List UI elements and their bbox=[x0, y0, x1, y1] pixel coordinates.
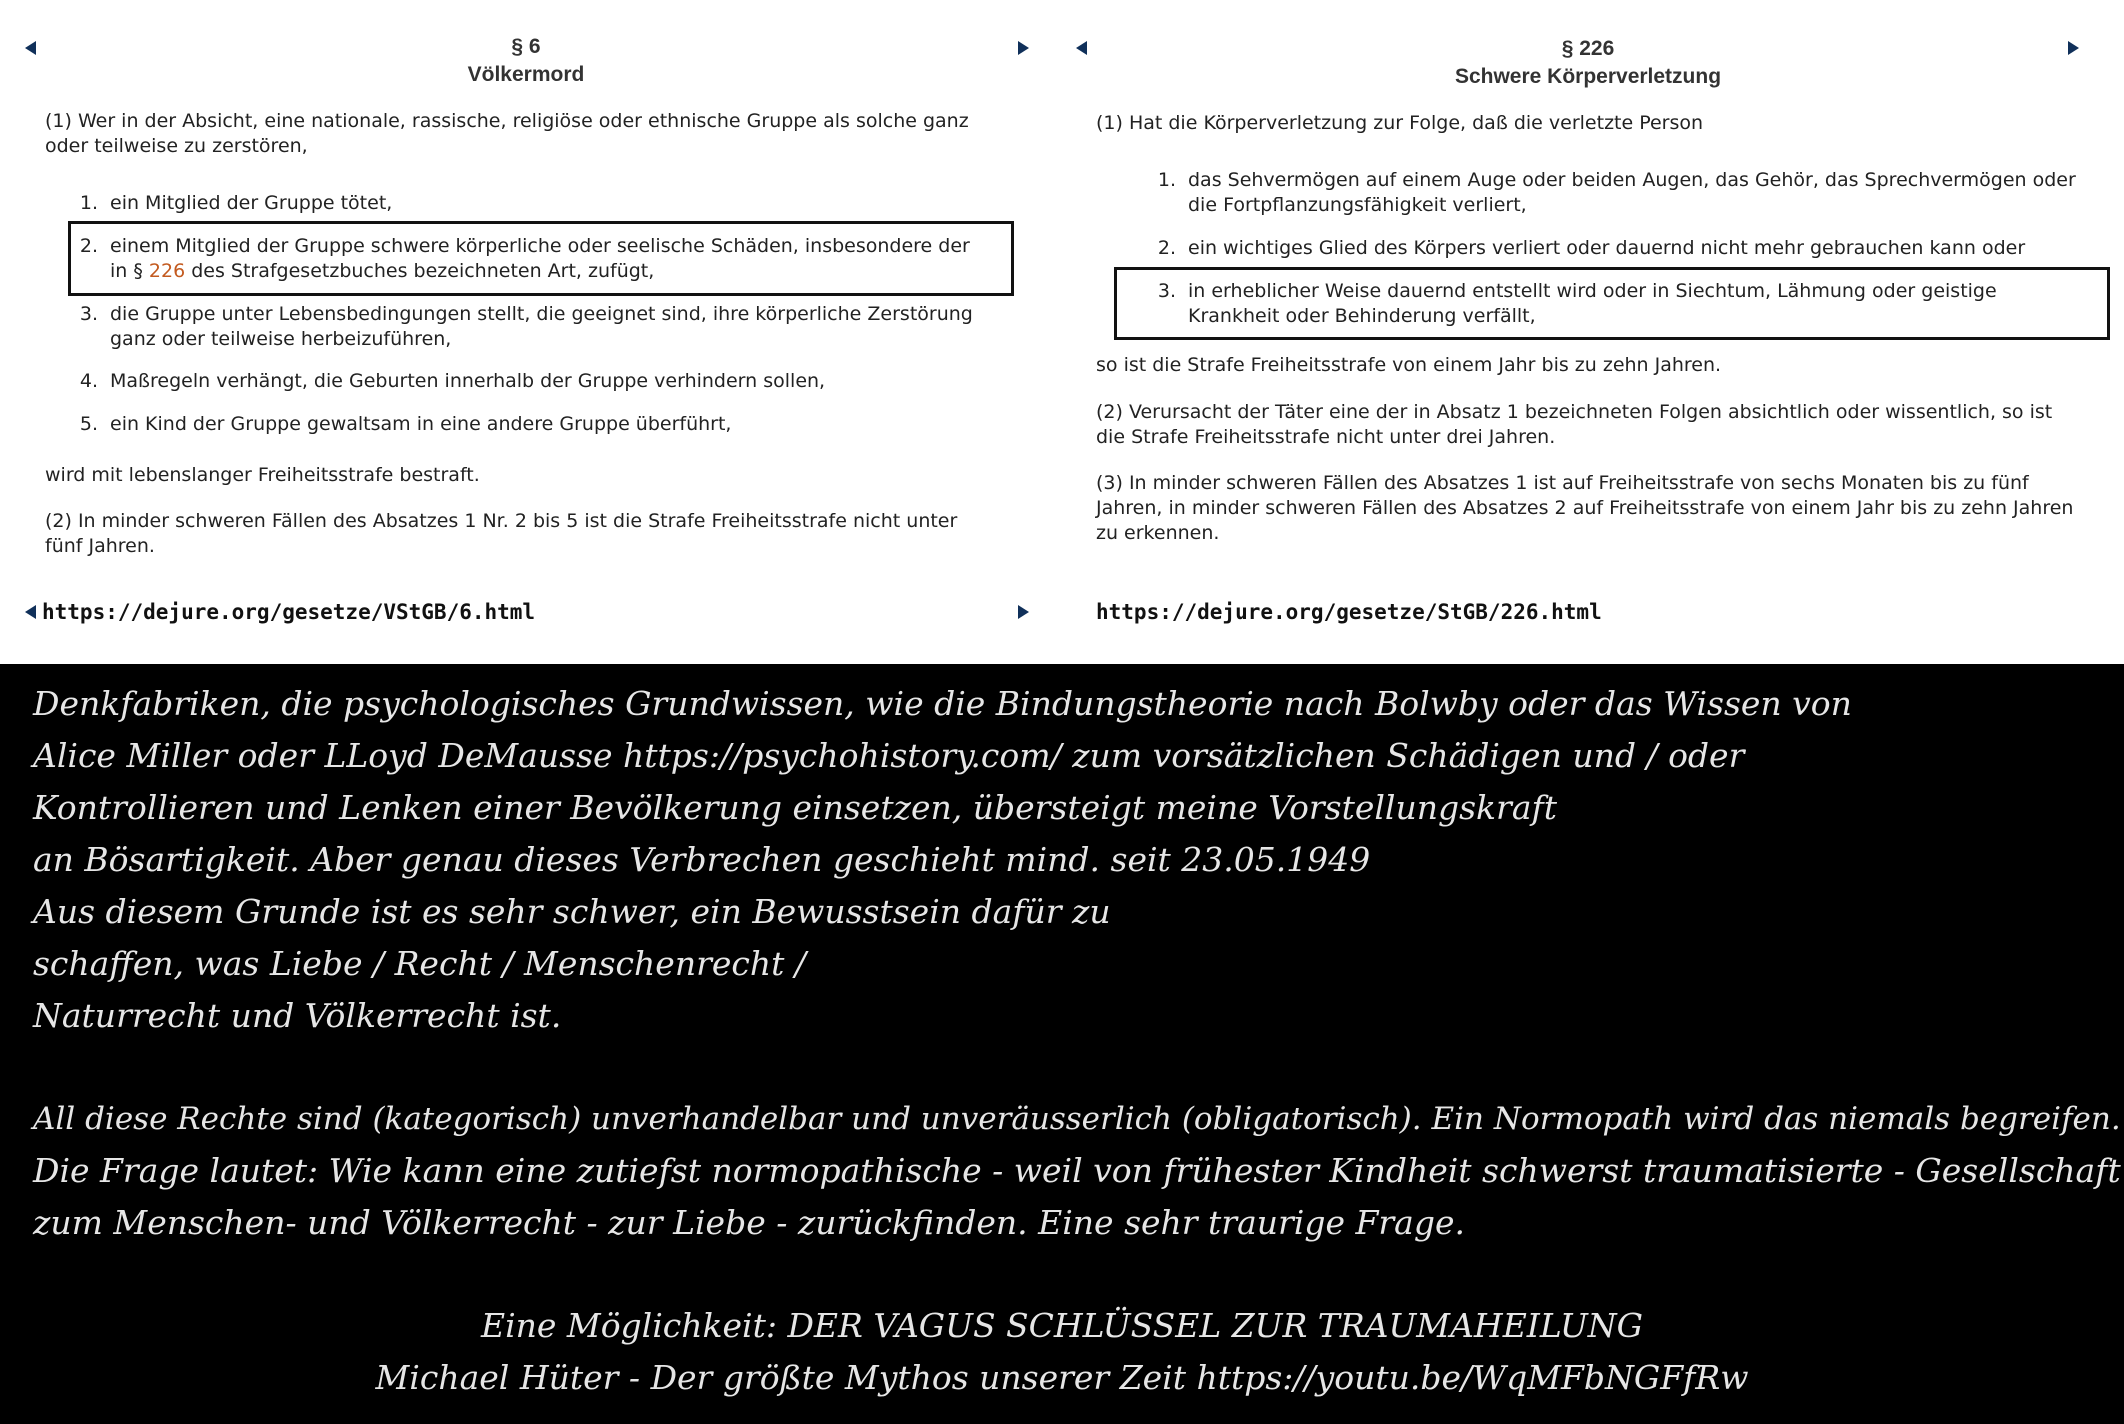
section-number: § 6 bbox=[511, 35, 541, 58]
commentary-footer-line: Michael Hüter - Der größte Mythos unserer Zeit https://youtu.be/WqMFbNGFfRw bbox=[375, 1358, 1749, 1397]
section-title: Völkermord bbox=[467, 63, 585, 86]
law-panel-stgb-226 bbox=[1052, 0, 2124, 664]
paragraph-3: (3) In minder schweren Fällen des Absatzes 1 ist auf Freiheitsstrafe von sechs Monaten bis zu fünf Jahren, in minder schweren Fällen des Absatzes 2 auf Freiheitsstrafe von einem Jahr bis zu zehn Jahren zu erkennen. bbox=[1096, 472, 2074, 544]
commentary-line: zum Menschen- und Völkerrecht - zur Liebe - zurückfinden. Eine sehr traurige Frage. bbox=[33, 1203, 1465, 1242]
item-text: die Gruppe unter Lebensbedingungen stellt, die geeignet sind, ihre körperliche Zerstörung ganz oder teilweise herbeizuführen, bbox=[110, 303, 973, 350]
commentary-line: an Bösartigkeit. Aber genau dieses Verbrechen geschieht mind. seit 23.05.1949 bbox=[33, 840, 1371, 879]
item-number: 1. bbox=[1157, 169, 1176, 191]
paragraph-1-closing: wird mit lebenslanger Freiheitsstrafe bestraft. bbox=[45, 464, 480, 486]
item-text: in erheblicher Weise dauernd entstellt wird oder in Siechtum, Lähmung oder geistige Krankheit oder Behinderung verfällt, bbox=[1188, 280, 1997, 327]
item-number: 5. bbox=[79, 413, 98, 435]
section-number: § 226 bbox=[1561, 37, 1615, 60]
source-url-link[interactable]: https://dejure.org/gesetze/StGB/226.html bbox=[1096, 600, 1602, 624]
item-text: ein Mitglied der Gruppe tötet, bbox=[110, 192, 393, 214]
item-text: Maßregeln verhängt, die Geburten innerhalb der Gruppe verhindern sollen, bbox=[110, 370, 826, 392]
item-number: 3. bbox=[1157, 280, 1176, 302]
item-number: 4. bbox=[79, 370, 98, 392]
item-text: ein wichtiges Glied des Körpers verliert oder dauernd nicht mehr gebrauchen kann oder bbox=[1188, 237, 2026, 259]
commentary-footer-line: Eine Möglichkeit: DER VAGUS SCHLÜSSEL ZUR TRAUMAHEILUNG bbox=[480, 1306, 1643, 1345]
paragraph-2: (2) In minder schweren Fällen des Absatzes 1 Nr. 2 bis 5 ist die Strafe Freiheitsstrafe nicht unter fünf Jahren. bbox=[45, 510, 958, 557]
law-panel-vstgb-6 bbox=[0, 0, 1052, 664]
item-number: 2. bbox=[79, 235, 98, 257]
commentary-line: Kontrollieren und Lenken einer Bevölkerung einsetzen, übersteigt meine Vorstellungskraft bbox=[33, 788, 1557, 827]
paragraph-1-intro: (1) Hat die Körperverletzung zur Folge, daß die verletzte Person bbox=[1096, 112, 1704, 134]
item-number: 1. bbox=[79, 192, 98, 214]
commentary-line: Denkfabriken, die psychologisches Grundwissen, wie die Bindungstheorie nach Bolwby oder das Wissen von bbox=[33, 684, 1852, 723]
paragraph-1-intro: (1) Wer in der Absicht, eine nationale, rassische, religiöse oder ethnische Gruppe als solche ganz oder teilweise zu zerstören, bbox=[45, 110, 969, 157]
commentary-panel bbox=[0, 664, 2124, 1424]
commentary-line: Aus diesem Grunde ist es sehr schwer, ein Bewusstsein dafür zu bbox=[33, 892, 1111, 931]
section-title: Schwere Körperverletzung bbox=[1454, 65, 1722, 88]
item-text: das Sehvermögen auf einem Auge oder beiden Augen, das Gehör, das Sprechvermögen oder die Fortpflanzungsfähigkeit verliert, bbox=[1188, 169, 2076, 216]
next-arrow-icon[interactable] bbox=[1018, 605, 1029, 619]
commentary-line: schaffen, was Liebe / Recht / Menschenrecht / bbox=[33, 944, 806, 983]
commentary-line: Alice Miller oder LLoyd DeMausse https://psychohistory.com/ zum vorsätzlichen Schädigen und / oder bbox=[33, 736, 1745, 775]
item-number: 2. bbox=[1157, 237, 1176, 259]
prev-arrow-icon[interactable] bbox=[25, 605, 36, 619]
commentary-line: Naturrecht und Völkerrecht ist. bbox=[33, 996, 562, 1035]
item-text: ein Kind der Gruppe gewaltsam in eine andere Gruppe überführt, bbox=[110, 413, 732, 435]
paragraph-226-link[interactable]: 226 bbox=[148, 260, 186, 282]
paragraph-1-closing: so ist die Strafe Freiheitsstrafe von einem Jahr bis zu zehn Jahren. bbox=[1096, 354, 1722, 376]
commentary-line: Die Frage lautet: Wie kann eine zutiefst normopathische - weil von frühester Kindheit schwerst traumatisierte - Gesellschaft bbox=[33, 1151, 2121, 1190]
item-number: 3. bbox=[79, 303, 98, 325]
commentary-line: All diese Rechte sind (kategorisch) unverhandelbar und unveräusserlich (obligatorisch). Ein Normopath wird das niemals begreifen. bbox=[33, 1101, 2121, 1137]
paragraph-2: (2) Verursacht der Täter eine der in Absatz 1 bezeichneten Folgen absichtlich oder wissentlich, so ist die Strafe Freiheitsstrafe nicht unter drei Jahren. bbox=[1096, 401, 2053, 448]
source-url-link[interactable]: https://dejure.org/gesetze/VStGB/6.html bbox=[42, 600, 536, 624]
item-text: einem Mitglied der Gruppe schwere körperliche oder seelische Schäden, insbesondere der in § 226 des Strafgesetzbuches bezeichneten Art, zufügt, bbox=[110, 235, 970, 282]
